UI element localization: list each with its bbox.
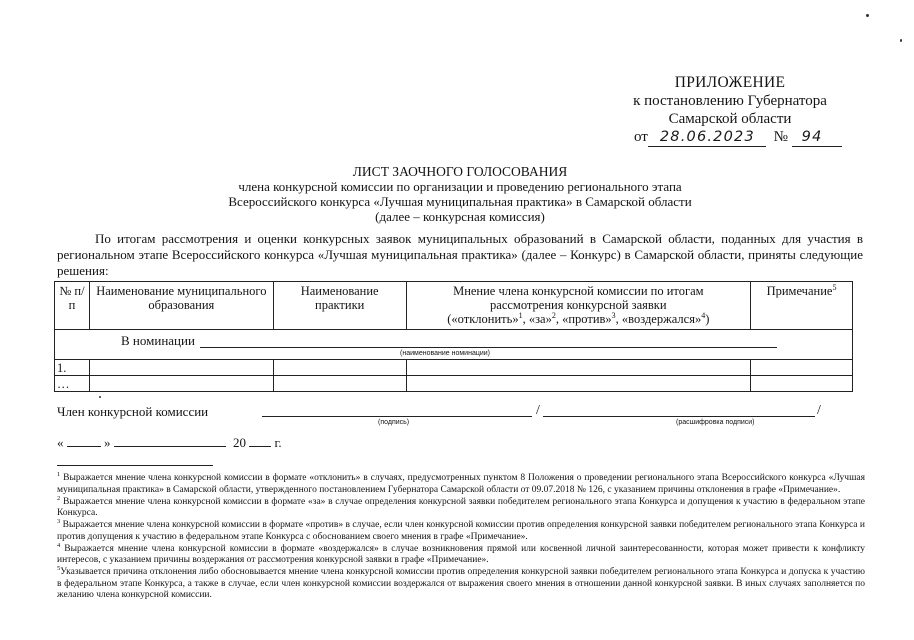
nomination-row [55,330,853,360]
footnote-3 [57,517,865,543]
handwritten-number: 94 [801,129,823,145]
footnote-text: Выражается мнение члена конкурсной комиссии в формате «воздержался» в случае возникновения прямой или косвенной личной заинтересованности, которая может привести к конфликту интересов, с указанием причины воздержания от рассмотрения конкурсной заявки в графе «Примечание». [57,543,865,565]
col-header-practice: Наименование практики [273,282,406,330]
nomination-cell [55,330,853,360]
signature-decoding-line[interactable] [543,416,815,417]
close-quote: » [104,435,111,450]
footnote-marker: 5 [57,564,61,572]
col-header-note [751,282,853,330]
title-line-3: (далее – конкурсная комиссия) [375,209,545,224]
option-abstain: , «воздержался» [615,312,702,326]
row-number: 1. [55,360,90,376]
signature-line[interactable] [262,416,532,417]
handwritten-number-field [792,128,842,147]
footnote-4 [57,541,865,567]
opinion-line-1: Мнение члена конкурсной комиссии по итогам [453,284,704,298]
opinion-line-2: рассмотрения конкурсной заявки [490,298,667,312]
footnote-marker: 3 [57,517,61,525]
appendix-line-1: к постановлению Губернатора [633,93,827,109]
date-prefix: от [634,129,648,145]
signature-caption: (подпись) [378,419,410,426]
nomination-input-line[interactable] [200,347,777,348]
cell-opinion[interactable] [406,376,750,392]
number-prefix: № [773,129,788,145]
sup-5: 5 [832,282,837,292]
table-header-row [55,282,853,330]
footnote-marker: 4 [57,541,61,549]
note-label: Примечание [766,284,833,298]
col-header-number: № п/п [55,282,90,330]
footnote-1 [57,470,865,496]
cell-note[interactable] [751,376,853,392]
col-header-municipality: Наименование муниципального образования [89,282,273,330]
option-reject: («отклонить» [447,312,519,326]
year-suffix: г. [274,435,282,450]
col-header-opinion [406,282,750,330]
appendix-title: ПРИЛОЖЕНИЕ [674,74,786,91]
cell-municipality[interactable] [89,360,273,376]
footnotes [57,470,865,602]
sup-3: 3 [611,310,616,320]
signature-slash-2: / [817,403,821,418]
scan-speck [900,39,902,42]
appendix-line-2: Самарской области [668,111,792,127]
appendix-header [600,74,860,147]
sup-1: 1 [518,310,523,320]
footnote-5 [57,564,865,602]
option-for: , «за» [522,312,552,326]
option-against: , «против» [555,312,612,326]
voting-table [54,281,853,392]
month-blank[interactable] [114,446,226,447]
open-quote: « [57,435,64,450]
scan-speck [866,14,869,17]
row-number: … [55,376,90,392]
date-line [57,435,282,451]
nomination-caption: (наименование номинации) [400,350,491,357]
signature-slash-1: / [536,403,540,418]
cell-note[interactable] [751,360,853,376]
table-row [55,360,853,376]
intro-paragraph: По итогам рассмотрения и оценки конкурсных заявок муниципальных образований в Самарской области, поданных для участия в региональном этапе Всероссийского конкурса «Лучшая муниципальная практика» (далее – Конкурс) в Самарской области, приняты следующие решения: [57,231,863,278]
day-blank[interactable] [67,446,101,447]
appendix-date-row [600,128,860,147]
title-block [120,164,800,224]
nomination-label: В номинации [121,333,195,348]
cell-opinion[interactable] [406,360,750,376]
title-line-2: Всероссийского конкурса «Лучшая муниципальная практика» в Самарской области [228,194,692,209]
option-close: ) [705,312,710,326]
footnote-marker: 2 [57,494,61,502]
cell-municipality[interactable] [89,376,273,392]
signature-decoding-caption: (расшифровка подписи) [676,419,755,426]
footnote-marker: 1 [57,470,61,478]
opinion-options [410,312,747,326]
year-prefix: 20 [233,435,246,450]
document-title: ЛИСТ ЗАОЧНОГО ГОЛОСОВАНИЯ [352,164,568,179]
year-blank[interactable] [249,446,271,447]
cell-practice[interactable] [273,376,406,392]
sup-4: 4 [701,310,706,320]
member-label: Член конкурсной комиссии [57,404,209,419]
table-row [55,376,853,392]
footnote-text: Выражается мнение члена конкурсной комиссии в формате «отклонить» в случаях, предусмотренных пунктом 8 Положения о проведении регионального этапа Всероссийского конкурса «Лучшая муниципальная практика» в Самарской области, утвержденного постановлением Губернатора Самарской области от 09.07.2018 № 126, с указанием причины отклонения в графе «Примечание». [57,473,865,495]
sup-2: 2 [551,310,556,320]
footnote-2 [57,494,865,520]
footnote-text: Указывается причина отклонения либо обосновывается мнение члена конкурсной комиссии против определения конкурсной заявки победителем регионального этапа Конкурса и допуска к участию в федеральном этапе Конкурса, а также в случае, если член конкурсной комиссии воздержался от выражения своего мнения в отношении данной конкурсной заявки. В иных случаях заполняется по желанию члена конкурсной комиссии. [57,567,865,600]
footnote-text: Выражается мнение члена конкурсной комиссии в формате «против» в случае, если член конкурсной комиссии против определения конкурсной заявки победителем регионального этапа Конкурса и против допущения к участию в федеральном этапе Конкурса с обоснованием своего мнения в графе «Примечание». [57,520,865,542]
handwritten-date-field [648,128,766,147]
handwritten-date: 28.06.2023 [659,129,755,145]
cell-practice[interactable] [273,360,406,376]
footnote-separator [57,465,213,466]
scan-speck [99,396,101,398]
title-line-1: члена конкурсной комиссии по организации и проведению регионального этапа [238,179,682,194]
footnote-text: Выражается мнение члена конкурсной комиссии в формате «за» в случае определения конкурсной заявки победителем регионального этапа Конкурса и допущения к участию в федеральном этапе Конкурса. [57,496,865,518]
